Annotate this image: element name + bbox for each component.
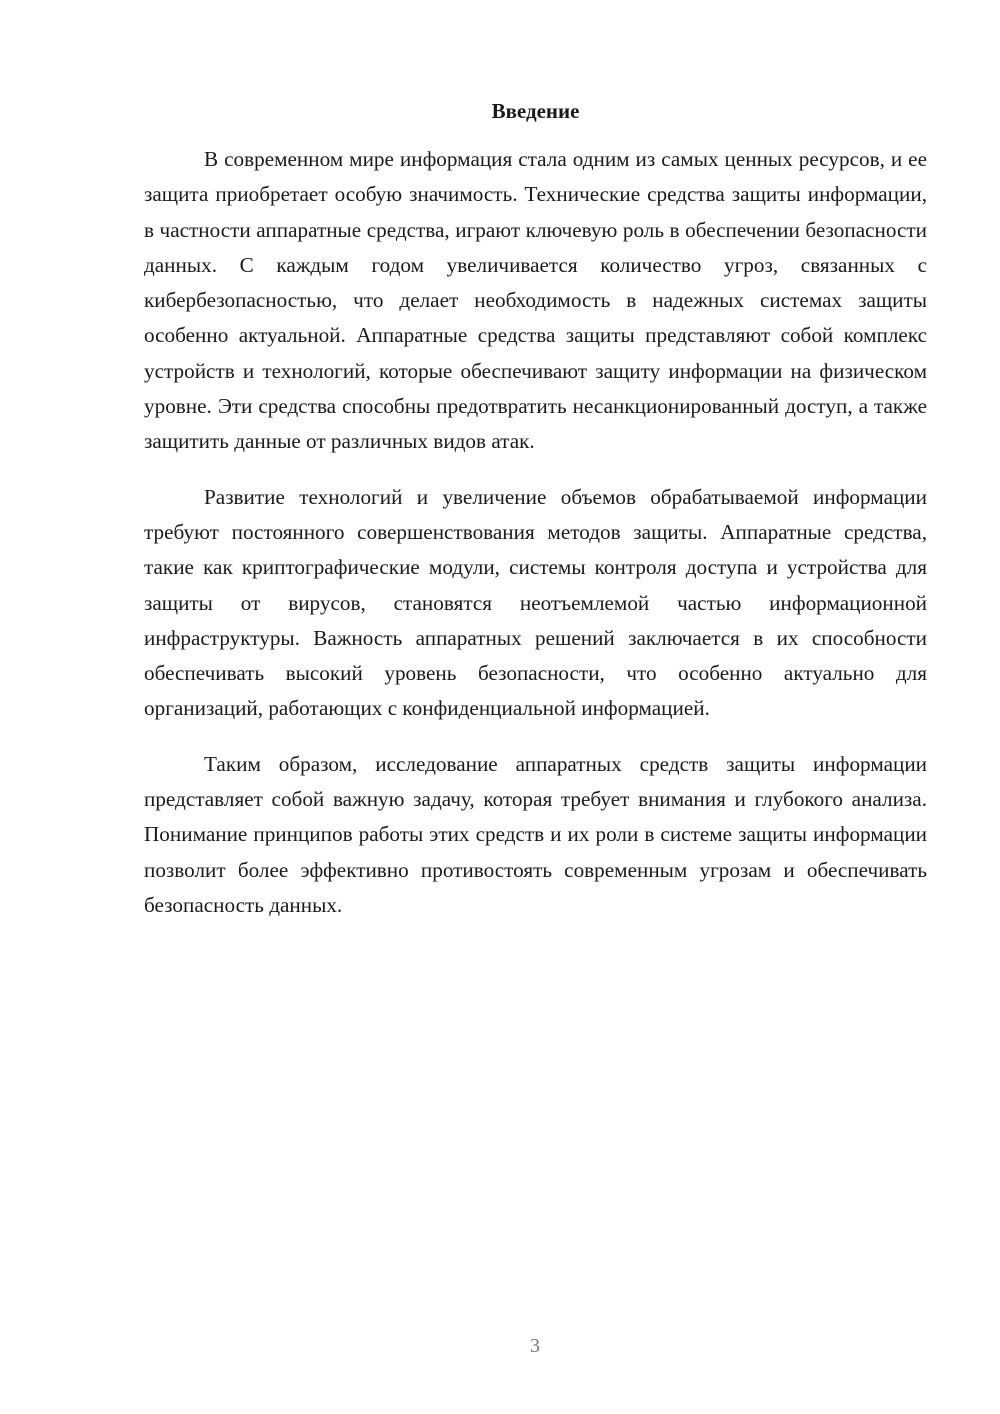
section-heading: Введение bbox=[491, 99, 580, 123]
paragraph: Таким образом, исследование аппаратных средств защиты информации представляет собой важную задачу, которая требует внимания и глубокого анализа. Понимание принципов работы этих средств и их роли в системе защиты информации позволит более эффективно противостоять современным угрозам и обеспечивать безопасность данных. bbox=[144, 751, 927, 917]
body-text bbox=[144, 142, 927, 943]
page-number: 3 bbox=[530, 1335, 540, 1357]
paragraph: В современном мире информация стала одним из самых ценных ресурсов, и ее защита приобретает особую значимость. Технические средства защиты информации, в частности аппаратные средства, играют ключевую роль в обеспечении безопасности данных. С каждым годом увеличивается количество угроз, связанных с кибербезопасностью, что делает необходимость в надежных системах защиты особенно актуальной. Аппаратные средства защиты представляют собой комплекс устройств и технологий, которые обеспечивают защиту информации на физическом уровне. Эти средства способны предотвратить несанкционированный доступ, а также защитить данные от различных видов атак. bbox=[144, 147, 927, 454]
paragraph: Развитие технологий и увеличение объемов обрабатываемой информации требуют постоянного совершенствования методов защиты. Аппаратные средства, такие как криптографические модули, системы контроля доступа и устройства для защиты от вирусов, становятся неотъемлемой частью информационной инфраструктуры. Важность аппаратных решений заключается в их способности обеспечивать высокий уровень безопасности, что особенно актуально для организаций, работающих с конфиденциальной информацией. bbox=[144, 484, 927, 721]
